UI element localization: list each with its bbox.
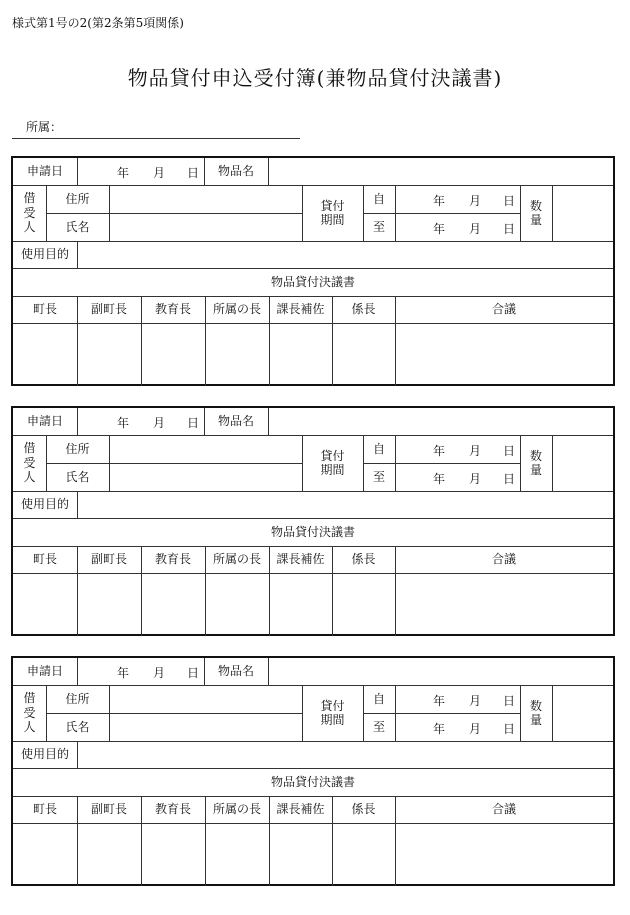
- seal-box-consultation[interactable]: [395, 823, 613, 886]
- to-label: 至: [372, 469, 385, 484]
- day-label: 日: [187, 166, 200, 180]
- loan-application-block: [11, 156, 615, 386]
- approver-department-head: 所属の長: [212, 552, 261, 567]
- month-label: 月: [153, 666, 166, 680]
- seal-box-consultation[interactable]: [395, 573, 613, 636]
- resolution-title: 物品貸付決議書: [270, 274, 355, 289]
- seal-box-superintendent[interactable]: [141, 823, 205, 886]
- application-date-label: 申請日: [26, 164, 63, 179]
- loan-period-label: 貸付 期間: [320, 698, 345, 727]
- approver-assistant-manager: 課長補佐: [276, 302, 325, 317]
- year-label: 年: [433, 222, 446, 236]
- item-name-field[interactable]: [268, 158, 613, 185]
- seal-box-consultation[interactable]: [395, 323, 613, 386]
- from-label: 自: [372, 691, 385, 706]
- loan-application-block: [11, 406, 615, 636]
- purpose-field[interactable]: [77, 741, 613, 768]
- to-date-field[interactable]: [395, 463, 520, 491]
- year-label: 年: [117, 416, 130, 430]
- item-name-label: 物品名: [217, 414, 254, 429]
- to-date-field[interactable]: [395, 213, 520, 241]
- loan-period-label: 貸付 期間: [320, 448, 345, 477]
- purpose-label: 使用目的: [20, 747, 69, 762]
- item-name-label: 物品名: [217, 664, 254, 679]
- seal-box-section-chief[interactable]: [332, 823, 395, 886]
- address-field[interactable]: [109, 435, 302, 463]
- year-label: 年: [433, 444, 446, 458]
- month-label: 月: [469, 722, 482, 736]
- year-label: 年: [433, 472, 446, 486]
- quantity-field[interactable]: [552, 185, 613, 241]
- month-label: 月: [153, 416, 166, 430]
- month-label: 月: [469, 694, 482, 708]
- quantity-field[interactable]: [552, 685, 613, 741]
- approver-consultation: 合議: [491, 552, 516, 567]
- from-label: 自: [372, 441, 385, 456]
- seal-box-section-chief[interactable]: [332, 573, 395, 636]
- day-label: 日: [187, 416, 200, 430]
- resolution-title: 物品貸付決議書: [270, 524, 355, 539]
- seal-box-deputy-mayor[interactable]: [77, 573, 141, 636]
- address-field[interactable]: [109, 185, 302, 213]
- approver-assistant-manager: 課長補佐: [276, 802, 325, 817]
- quantity-field[interactable]: [552, 435, 613, 491]
- seal-box-assistant-manager[interactable]: [269, 823, 332, 886]
- approver-consultation: 合議: [491, 802, 516, 817]
- address-field[interactable]: [109, 685, 302, 713]
- approver-deputy-mayor: 副町長: [90, 552, 127, 567]
- item-name-label: 物品名: [217, 164, 254, 179]
- from-date-field[interactable]: [395, 435, 520, 463]
- month-label: 月: [469, 444, 482, 458]
- day-label: 日: [503, 444, 516, 458]
- borrower-label: 借 受 人: [23, 691, 36, 735]
- loan-application-block: [11, 656, 615, 886]
- year-label: 年: [117, 166, 130, 180]
- approver-section-chief: 係長: [351, 802, 376, 817]
- day-label: 日: [503, 694, 516, 708]
- to-label: 至: [372, 719, 385, 734]
- approver-deputy-mayor: 副町長: [90, 802, 127, 817]
- item-name-field[interactable]: [268, 408, 613, 435]
- item-name-field[interactable]: [268, 658, 613, 685]
- application-date-label: 申請日: [26, 414, 63, 429]
- quantity-label: 数 量: [529, 198, 542, 227]
- name-field[interactable]: [109, 713, 302, 741]
- application-date-field[interactable]: [77, 158, 204, 185]
- seal-box-department-head[interactable]: [205, 573, 269, 636]
- approver-mayor: 町長: [32, 552, 57, 567]
- month-label: 月: [469, 222, 482, 236]
- seal-box-mayor[interactable]: [13, 823, 77, 886]
- application-date-field[interactable]: [77, 658, 204, 685]
- purpose-field[interactable]: [77, 241, 613, 268]
- approver-department-head: 所属の長: [212, 302, 261, 317]
- affiliation-label: 所属：: [26, 120, 63, 134]
- month-label: 月: [153, 166, 166, 180]
- day-label: 日: [503, 722, 516, 736]
- name-field[interactable]: [109, 213, 302, 241]
- approver-superintendent: 教育長: [154, 302, 191, 317]
- purpose-field[interactable]: [77, 491, 613, 518]
- loan-period-label: 貸付 期間: [320, 198, 345, 227]
- approver-mayor: 町長: [32, 302, 57, 317]
- address-label: 住所: [65, 441, 90, 456]
- seal-box-assistant-manager[interactable]: [269, 323, 332, 386]
- approver-section-chief: 係長: [351, 552, 376, 567]
- name-label: 氏名: [65, 469, 90, 484]
- to-label: 至: [372, 219, 385, 234]
- purpose-label: 使用目的: [20, 497, 69, 512]
- seal-box-superintendent[interactable]: [141, 573, 205, 636]
- approver-superintendent: 教育長: [154, 552, 191, 567]
- year-label: 年: [433, 194, 446, 208]
- purpose-label: 使用目的: [20, 247, 69, 262]
- month-label: 月: [469, 472, 482, 486]
- approver-department-head: 所属の長: [212, 802, 261, 817]
- approver-superintendent: 教育長: [154, 802, 191, 817]
- form-number: 様式第1号の2(第2条第5項関係): [12, 16, 184, 30]
- seal-box-department-head[interactable]: [205, 823, 269, 886]
- application-date-label: 申請日: [26, 664, 63, 679]
- to-date-field[interactable]: [395, 713, 520, 741]
- name-field[interactable]: [109, 463, 302, 491]
- day-label: 日: [187, 666, 200, 680]
- quantity-label: 数 量: [529, 448, 542, 477]
- address-label: 住所: [65, 691, 90, 706]
- page-title: 物品貸付申込受付簿(兼物品貸付決議書): [127, 66, 503, 90]
- seal-box-assistant-manager[interactable]: [269, 573, 332, 636]
- resolution-title: 物品貸付決議書: [270, 774, 355, 789]
- borrower-label: 借 受 人: [23, 191, 36, 235]
- approver-section-chief: 係長: [351, 302, 376, 317]
- approver-assistant-manager: 課長補佐: [276, 552, 325, 567]
- borrower-label: 借 受 人: [23, 441, 36, 485]
- from-date-field[interactable]: [395, 685, 520, 713]
- seal-box-department-head[interactable]: [205, 323, 269, 386]
- from-label: 自: [372, 191, 385, 206]
- year-label: 年: [117, 666, 130, 680]
- quantity-label: 数 量: [529, 698, 542, 727]
- day-label: 日: [503, 472, 516, 486]
- seal-box-mayor[interactable]: [13, 573, 77, 636]
- affiliation-field[interactable]: [12, 116, 300, 139]
- name-label: 氏名: [65, 219, 90, 234]
- application-date-field[interactable]: [77, 408, 204, 435]
- address-label: 住所: [65, 191, 90, 206]
- approver-deputy-mayor: 副町長: [90, 302, 127, 317]
- day-label: 日: [503, 194, 516, 208]
- approver-mayor: 町長: [32, 802, 57, 817]
- seal-box-deputy-mayor[interactable]: [77, 323, 141, 386]
- year-label: 年: [433, 722, 446, 736]
- seal-box-superintendent[interactable]: [141, 323, 205, 386]
- from-date-field[interactable]: [395, 185, 520, 213]
- day-label: 日: [503, 222, 516, 236]
- seal-box-deputy-mayor[interactable]: [77, 823, 141, 886]
- approver-consultation: 合議: [491, 302, 516, 317]
- year-label: 年: [433, 694, 446, 708]
- name-label: 氏名: [65, 719, 90, 734]
- month-label: 月: [469, 194, 482, 208]
- seal-box-section-chief[interactable]: [332, 323, 395, 386]
- seal-box-mayor[interactable]: [13, 323, 77, 386]
